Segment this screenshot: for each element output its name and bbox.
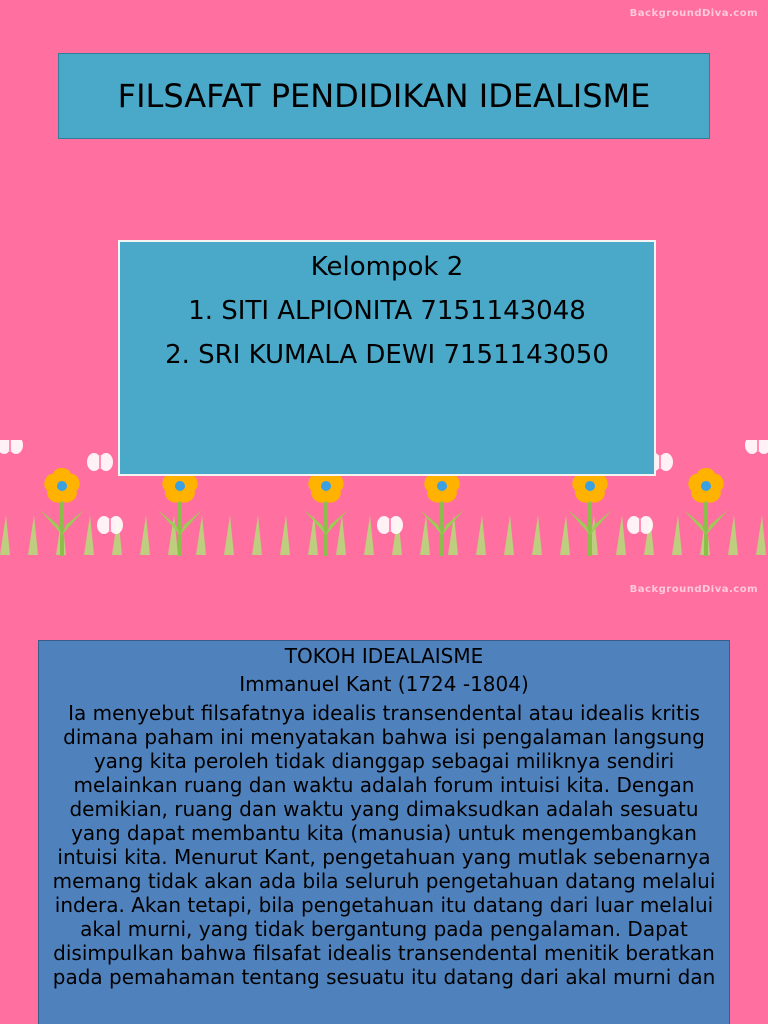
slide-content: [0, 585, 768, 1024]
group-box: [118, 240, 656, 476]
group-label: Kelompok 2: [310, 252, 464, 282]
member-2: 2. SRI KUMALA DEWI 7151143050: [165, 340, 609, 370]
title-box: [58, 53, 710, 139]
watermark: BackgroundDiva.com: [629, 8, 758, 19]
content-heading: TOKOH IDEALAISME: [284, 644, 484, 668]
content-box: [38, 640, 730, 1024]
content-paragraph: Ia menyebut filsafatnya idealis transendental atau idealis kritis dimana paham ini menyatakan bahwa isi pengalaman langsung yang kita peroleh tidak dianggap sebagai miliknya sendiri melainkan ruang dan waktu adalah forum intuisi kita. Dengan demikian, ruang dan waktu yang dimaksudkan adalah sesuatu yang dapat membantu kita (manusia) untuk mengembangkan intuisi kita. Menurut Kant, pengetahuan yang mutlak sebenarnya memang tidak akan ada bila seluruh pengetahuan datang melalui indera. Akan tetapi, bila pengetahuan itu datang dari luar melalui akal murni, yang tidak bergantung pada pengalaman. Dapat disimpulkan bahwa filsafat idealis transendental menitik beratkan pada pemahaman tentang sesuatu itu datang dari akal murni dan: [52, 701, 716, 989]
slide-title-text: FILSAFAT PENDIDIKAN IDEALISME: [117, 77, 651, 115]
content-subheading: Immanuel Kant (1724 -1804): [239, 672, 529, 696]
member-1: 1. SITI ALPIONITA 7151143048: [188, 296, 586, 326]
watermark: BackgroundDiva.com: [629, 585, 758, 595]
